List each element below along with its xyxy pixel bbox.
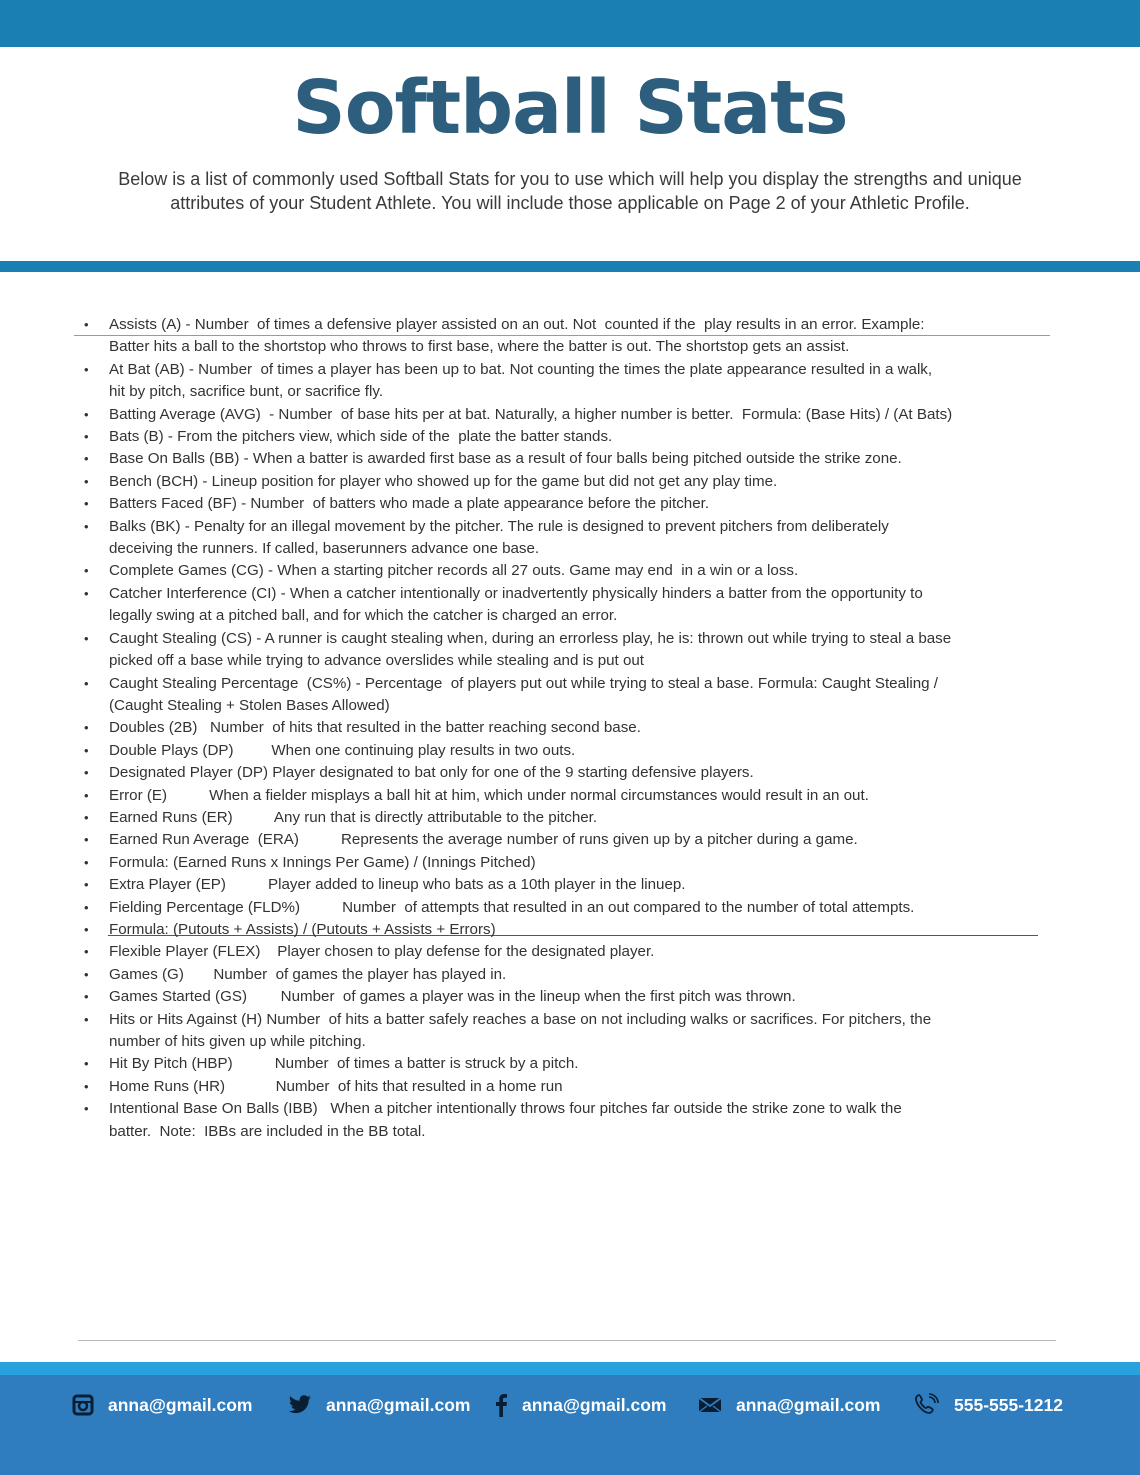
facebook-icon xyxy=(494,1393,508,1417)
list-item-text: Hit By Pitch (HBP) Number of times a batter is struck by a pitch. xyxy=(109,1055,579,1073)
bullet-icon: • xyxy=(84,563,89,579)
bullet-icon: • xyxy=(84,496,89,512)
list-item-text: Balks (BK) - Penalty for an illegal movement by the pitcher. The rule is designed to prevent pitchers from deliberately xyxy=(109,517,889,535)
list-item-text: Home Runs (HR) Number of hits that resulted in a home run xyxy=(109,1077,563,1095)
envelope-icon xyxy=(698,1396,722,1414)
footer-accent-bar xyxy=(0,1362,1140,1375)
list-item xyxy=(82,426,1057,448)
intro-line-1: Below is a list of commonly used Softball Stats for you to use which will help you display the strengths and unique xyxy=(118,169,1022,189)
list-item xyxy=(82,448,1057,470)
list-item-text: Batters Faced (BF) - Number of batters who made a plate appearance before the pitcher. xyxy=(109,495,710,513)
bullet-icon: • xyxy=(84,787,89,803)
list-item xyxy=(82,919,1057,941)
list-item-text: Complete Games (CG) - When a starting pitcher records all 27 outs. Game may end in a win or a loss. xyxy=(109,562,799,580)
intro-text xyxy=(80,167,1060,215)
bullet-icon: • xyxy=(84,451,89,467)
list-item xyxy=(82,762,1057,784)
bullet-icon: • xyxy=(84,720,89,736)
list-item-text: Formula: (Earned Runs x Innings Per Game) / (Innings Pitched) xyxy=(109,853,536,871)
divider-bar xyxy=(0,261,1140,272)
bullet-icon: • xyxy=(84,473,89,489)
list-item-text: Formula: (Putouts + Assists) / (Putouts + Assists + Errors) xyxy=(109,920,496,938)
bullet-icon: • xyxy=(84,406,89,422)
instagram-icon xyxy=(72,1394,94,1416)
bullet-icon: • xyxy=(84,765,89,781)
list-item xyxy=(82,516,1057,561)
contact-facebook[interactable] xyxy=(494,1390,666,1420)
list-item xyxy=(82,964,1057,986)
bullet-icon: • xyxy=(84,361,89,377)
list-item xyxy=(82,560,1057,582)
bullet-icon: • xyxy=(84,630,89,646)
list-item xyxy=(82,852,1057,874)
bullet-icon: • xyxy=(84,989,89,1005)
list-item-text-continued: number of hits given up while pitching. xyxy=(109,1033,366,1050)
bullet-icon: • xyxy=(84,966,89,982)
list-item-text: Batting Average (AVG) - Number of base hits per at bat. Naturally, a higher number is better. Formula: (Base Hits) / (At Bats) xyxy=(109,405,953,423)
list-item-text: Earned Run Average (ERA) Represents the average number of runs given up by a pitcher during a game. xyxy=(109,831,858,849)
list-item-text: Double Plays (DP) When one continuing play results in two outs. xyxy=(109,741,576,759)
list-item-text: Fielding Percentage (FLD%) Number of attempts that resulted in an out compared to the number of total attempts. xyxy=(109,898,915,916)
list-item-text: Games Started (GS) Number of games a player was in the lineup when the first pitch was thrown. xyxy=(109,988,796,1006)
bullet-icon: • xyxy=(84,585,89,601)
list-item-text: Error (E) When a fielder misplays a ball hit at him, which under normal circumstances would result in an out. xyxy=(109,786,869,804)
list-item xyxy=(82,941,1057,963)
contact-phone[interactable] xyxy=(914,1390,1063,1420)
intro-line-2: attributes of your Student Athlete. You will include those applicable on Page 2 of your Athletic Profile. xyxy=(170,193,970,213)
stats-list xyxy=(82,314,1057,1143)
list-item-text: Caught Stealing Percentage (CS%) - Percentage of players put out while trying to steal a base. Formula: Caught Stealing / xyxy=(109,674,938,692)
contact-email-text: anna@gmail.com xyxy=(736,1394,881,1415)
list-item xyxy=(82,628,1057,673)
list-item xyxy=(82,829,1057,851)
list-item-text: Doubles (2B) Number of hits that resulted in the batter reaching second base. xyxy=(109,719,641,737)
footer-rule xyxy=(78,1340,1056,1341)
list-item xyxy=(82,471,1057,493)
list-item-text-continued: Batter hits a ball to the shortstop who throws to first base, where the batter is out. The shortstop gets an assist. xyxy=(109,338,850,356)
list-item-text: Catcher Interference (CI) - When a catcher intentionally or inadvertently physically hinders a batter from the opportunity to xyxy=(109,584,923,602)
list-item-text: Base On Balls (BB) - When a batter is awarded first base as a result of four balls being pitched outside the strike zone. xyxy=(109,450,902,468)
bullet-icon: • xyxy=(84,1078,89,1094)
list-item-text: Caught Stealing (CS) - A runner is caught stealing when, during an errorless play, he is: thrown out while trying to steal a base xyxy=(109,629,952,647)
bullet-icon: • xyxy=(84,675,89,691)
list-item-text: Intentional Base On Balls (IBB) When a pitcher intentionally throws four pitches far outside the strike zone to walk the xyxy=(109,1100,902,1118)
contact-twitter-text: anna@gmail.com xyxy=(326,1394,471,1415)
list-item xyxy=(82,673,1057,718)
list-item xyxy=(82,897,1057,919)
list-item-text-continued: picked off a base while trying to advance overslides while stealing and is put out xyxy=(109,652,645,670)
list-item-text-continued: hit by pitch, sacrifice bunt, or sacrifice fly. xyxy=(109,383,384,401)
list-item-text: Flexible Player (FLEX) Player chosen to play defense for the designated player. xyxy=(109,943,655,961)
list-item-text-continued: batter. Note: IBBs are included in the BB total. xyxy=(109,1122,426,1140)
list-item xyxy=(82,1098,1057,1143)
bullet-icon: • xyxy=(84,742,89,758)
list-item-text: Hits or Hits Against (H) Number of hits a batter safely reaches a base on not including walks or sacrifices. For pitchers, the xyxy=(109,1010,932,1028)
contact-email[interactable] xyxy=(698,1390,880,1420)
list-item-text-continued: legally swing at a pitched ball, and for which the catcher is charged an error. xyxy=(109,607,618,625)
list-item xyxy=(82,493,1057,515)
bullet-icon: • xyxy=(84,877,89,893)
bullet-icon: • xyxy=(84,429,89,445)
twitter-icon xyxy=(288,1395,312,1415)
bullet-icon: • xyxy=(84,832,89,848)
list-item-text: Extra Player (EP) Player added to lineup who bats as a 10th player in the linuep. xyxy=(109,876,686,894)
contact-instagram-text: anna@gmail.com xyxy=(108,1394,253,1415)
bullet-icon: • xyxy=(84,1011,89,1027)
bullet-icon: • xyxy=(84,1056,89,1072)
list-item xyxy=(82,785,1057,807)
list-item xyxy=(82,359,1057,404)
list-item xyxy=(82,807,1057,829)
contact-facebook-text: anna@gmail.com xyxy=(522,1394,667,1415)
list-item xyxy=(82,1009,1057,1054)
header-bar xyxy=(0,0,1140,47)
bullet-icon: • xyxy=(84,921,89,937)
list-item xyxy=(82,740,1057,762)
contact-twitter[interactable] xyxy=(288,1390,470,1420)
bullet-icon: • xyxy=(84,809,89,825)
page-title: Softball Stats xyxy=(292,65,848,151)
contact-phone-text: 555-555-1212 xyxy=(954,1394,1063,1415)
list-item-text-continued: (Caught Stealing + Stolen Bases Allowed) xyxy=(109,696,390,714)
list-item xyxy=(82,986,1057,1008)
bullet-icon: • xyxy=(84,899,89,915)
list-item xyxy=(82,583,1057,628)
list-item-text: At Bat (AB) - Number of times a player has been up to bat. Not counting the times the plate appearance resulted in a walk, xyxy=(109,360,933,378)
list-item-text: Designated Player (DP) Player designated to bat only for one of the 9 starting defensive players. xyxy=(109,764,754,782)
list-item xyxy=(82,1053,1057,1075)
list-item xyxy=(82,1076,1057,1098)
contact-instagram[interactable] xyxy=(72,1390,252,1420)
bullet-icon: • xyxy=(84,1101,89,1117)
list-item-text-continued: deceiving the runners. If called, baserunners advance one base. xyxy=(109,540,540,558)
bullet-icon: • xyxy=(84,944,89,960)
list-item xyxy=(82,874,1057,896)
phone-icon xyxy=(914,1393,940,1417)
list-item xyxy=(82,404,1057,426)
bullet-icon: • xyxy=(84,854,89,870)
bullet-icon: • xyxy=(84,317,89,332)
list-item-text: Assists (A) - Number of times a defensive player assisted on an out. Not counted if the play results in an error. Example: xyxy=(109,316,925,333)
list-item-text: Games (G) Number of games the player has played in. xyxy=(109,965,507,983)
list-item xyxy=(82,314,1057,359)
bullet-icon: • xyxy=(84,518,89,534)
list-item xyxy=(82,717,1057,739)
list-item-text: Bench (BCH) - Lineup position for player who showed up for the game but did not get any play time. xyxy=(109,472,778,490)
list-item-text: Bats (B) - From the pitchers view, which side of the plate the batter stands. xyxy=(109,428,613,446)
list-item-text: Earned Runs (ER) Any run that is directly attributable to the pitcher. xyxy=(109,808,598,826)
